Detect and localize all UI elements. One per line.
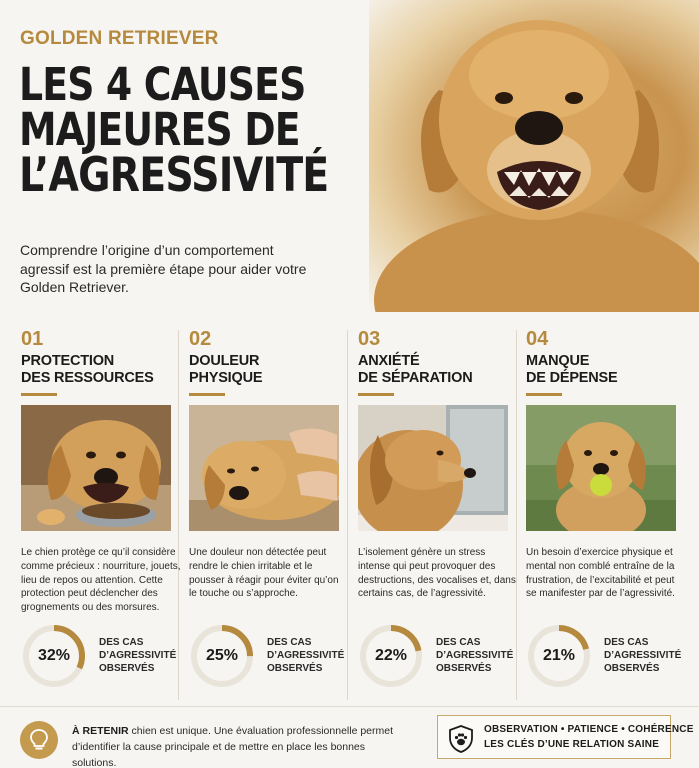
title-line-1: LES 4 CAUSES bbox=[19, 58, 306, 111]
page-title bbox=[19, 58, 329, 203]
paw-shield-icon bbox=[448, 725, 474, 753]
cause-title-line-1: DOULEUR bbox=[189, 353, 260, 369]
stat-label: DES CAS D’AGRESSIVITÉ OBSERVÉS bbox=[267, 637, 345, 674]
cause-title-line-2: DES RESSOURCES bbox=[21, 370, 154, 387]
cause-description: Un besoin d’exercice physique et mental non comblé entraîne de la frustration, de l’excitabilité et peut se manifester par de l’agressivité. bbox=[526, 547, 675, 600]
hero-section bbox=[0, 0, 699, 312]
cause-card-resources bbox=[21, 318, 189, 706]
footer-section bbox=[0, 706, 699, 768]
cause-title-line-2: PHYSIQUE bbox=[189, 370, 263, 387]
accent-underline bbox=[21, 393, 57, 396]
keys-line-1: OBSERVATION • PATIENCE • COHÉRENCE bbox=[484, 724, 694, 735]
percent-value: 32% bbox=[37, 647, 71, 664]
percent-value: 21% bbox=[542, 647, 576, 664]
percent-value: 22% bbox=[374, 647, 408, 664]
cause-number: 02 bbox=[189, 328, 212, 350]
stat-label: DES CAS D’AGRESSIVITÉ OBSERVÉS bbox=[604, 637, 682, 674]
takeaway-body: chien est unique. Une évaluation professionnelle permet d’identifier la cause principale et de mettre en place les bonnes solutions. bbox=[72, 725, 394, 768]
cause-title-line-1: PROTECTION bbox=[21, 353, 115, 369]
cause-number: 04 bbox=[526, 328, 549, 350]
keys-box bbox=[437, 715, 694, 759]
dog-window-photo bbox=[358, 405, 508, 531]
cause-title-line-2: DE SÉPARATION bbox=[358, 370, 473, 387]
keys-line-2: LES CLÉS D’UNE RELATION SAINE bbox=[484, 739, 660, 750]
dog-ball-photo bbox=[526, 405, 676, 531]
lightbulb-icon bbox=[20, 721, 58, 759]
dog-lying-photo bbox=[189, 405, 339, 531]
cause-title bbox=[189, 353, 262, 388]
hero-dog-photo bbox=[369, 0, 699, 312]
cause-title-line-1: ANXIÉTÉ bbox=[358, 353, 420, 369]
cause-card-anxiety bbox=[358, 318, 526, 706]
cause-description: Une douleur non détectée peut rendre le chien irritable et le pousser à réagir pour éviter qu’on le touche ou s’approche. bbox=[189, 547, 339, 600]
accent-underline bbox=[358, 393, 394, 396]
cause-description: L’isolement génère un stress intense qui peut provoquer des destructions, des vocalises et, dans certains cas, de l’agressivité. bbox=[358, 547, 516, 600]
cause-number: 01 bbox=[21, 328, 44, 350]
causes-section bbox=[0, 318, 699, 706]
percent-value: 25% bbox=[205, 647, 239, 664]
intro-text: Comprendre l’origine d’un comportement agressif est la première étape pour aider votre Golden Retriever. bbox=[20, 242, 307, 296]
takeaway-label: À RETENIR bbox=[72, 725, 129, 737]
title-line-2: MAJEURES DE bbox=[19, 103, 300, 156]
stat-label: DES CAS D’AGRESSIVITÉ OBSERVÉS bbox=[99, 637, 177, 674]
breed-kicker: GOLDEN RETRIEVER bbox=[20, 28, 219, 49]
cause-title bbox=[358, 353, 472, 388]
takeaway-text bbox=[72, 724, 402, 768]
cause-number: 03 bbox=[358, 328, 381, 350]
cause-title bbox=[21, 353, 154, 388]
accent-underline bbox=[526, 393, 562, 396]
cause-title bbox=[526, 353, 617, 388]
stat-label: DES CAS D’AGRESSIVITÉ OBSERVÉS bbox=[436, 637, 514, 674]
cause-description: Le chien protège ce qu’il considère comme précieux : nourriture, jouets, lieu de repos ou attention. Cette protection peut déclencher des grognements ou des morsures. bbox=[21, 547, 181, 614]
cause-card-pain bbox=[189, 318, 357, 706]
cause-card-exercise bbox=[526, 318, 694, 706]
accent-underline bbox=[189, 393, 225, 396]
title-line-3: L’AGRESSIVITÉ bbox=[19, 148, 329, 203]
cause-title-line-2: DE DÉPENSE bbox=[526, 370, 618, 387]
cause-title-line-1: MANQUE bbox=[526, 353, 590, 369]
dog-eating-photo bbox=[21, 405, 171, 531]
